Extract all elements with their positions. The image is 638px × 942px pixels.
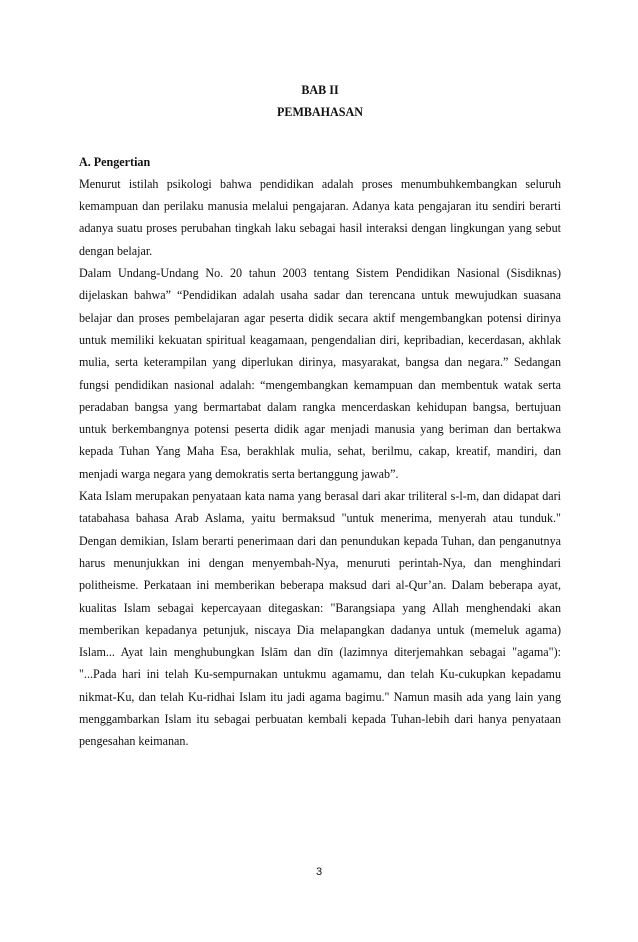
paragraph-islam: Kata Islam merupakan penyataan kata nama yang berasal dari akar triliteral s-l-m, dan didapat dari tatabahasa bahasa Arab Aslama, yaitu bermaksud "untuk menerima, menyerah atau tunduk." Dengan demikian, Islam berarti penerimaan dari dan penundukan kepada Tuhan, dan penganutnya harus menunjukkan ini dengan menyembah-Nya, menuruti perintah-Nya, dan menghindari politheisme. Perkataan ini memberikan beberapa maksud dari al-Qur’an. Dalam beberapa ayat, kualitas Islam sebagai kepercayaan ditegaskan: "Barangsiapa yang Allah menghendaki akan memberikan kepadanya petunjuk, niscaya Dia melapangkan dadanya untuk (memeluk agama) Islam... Ayat lain menghubungkan Islām dan dīn (lazimnya diterjemahkan sebagai "agama"): "...Pada hari ini telah Ku-sempurnakan untukmu agamamu, dan telah Ku-cukupkan kepadamu nikmat-Ku, dan telah Ku-ridhai Islam itu jadi agama bagimu." Namun masih ada yang lain yang menggambarkan Islam itu sebagai perbuatan kembali kepada Tuhan-lebih dari hanya penyataan pengesahan keimanan. [79,489,561,749]
page-number: 3 [315,866,323,878]
paragraph-sisdiknas: Dalam Undang-Undang No. 20 tahun 2003 tentang Sistem Pendidikan Nasional (Sisdiknas) dijelaskan bahwa” “Pendidikan adalah usaha sadar dan terencana untuk mewujudkan suasana belajar dan proses pembelajaran agar peserta didik secara aktif mengembangkan potensi dirinya untuk memiliki kekuatan spiritual keagamaan, pengendalian diri, kepribadian, kecerdasan, akhlak mulia, serta keterampilan yang diperlukan dirinya, masyarakat, bangsa dan negara.” Sedangan fungsi pendidikan nasional adalah: “mengembangkan kemampuan dan membentuk watak serta peradaban bangsa yang bermartabat dalam rangka mencerdaskan kehidupan bangsa, bertujuan untuk berkembangnya potensi peserta didik agar menjadi manusia yang beriman dan bertakwa kepada Tuhan Yang Maha Esa, berakhlak mulia, sehat, berilmu, cakap, kreatif, mandiri, dan menjadi warga negara yang demokratis serta bertanggung jawab”. [79,266,561,481]
paragraph-definition-education: Menurut istilah psikologi bahwa pendidikan adalah proses menumbuhkembangkan seluruh kemampuan dan perilaku manusia melalui pengajaran. Adanya kata pengajaran itu sendiri berarti adanya suatu proses perubahan tingkah laku sebagai hasil interaksi dengan lingkungan yang sebut dengan belajar. [79,176,561,258]
chapter-title: PEMBAHASAN [276,105,363,120]
section-title: A. Pengertian [79,154,151,169]
page-content [79,79,561,753]
chapter-label: BAB II [301,83,339,97]
